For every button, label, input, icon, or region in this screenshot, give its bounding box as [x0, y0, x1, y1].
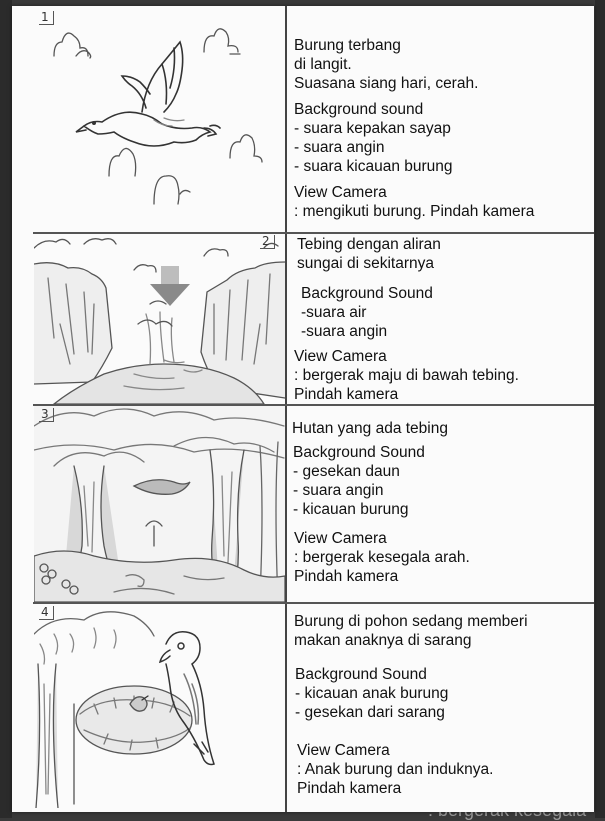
scene-4-camera-cut: Pindah kamera: [297, 780, 402, 797]
scene-1-camera-heading: View Camera: [294, 184, 387, 201]
scene-2-sound-item-1: -suara air: [301, 304, 367, 321]
scene-2-number: 2: [260, 235, 275, 249]
scene-3-camera-cut: Pindah kamera: [294, 568, 399, 585]
scene-1-sound-item-2: - suara angin: [294, 139, 385, 156]
scene-3-description-line-1: Hutan yang ada tebing: [292, 420, 448, 437]
backdrop-right: [595, 0, 605, 818]
scene-3-camera-detail: : bergerak kesegala arah.: [294, 549, 470, 566]
scene-1-description-line-3: Suasana siang hari, cerah.: [294, 75, 479, 92]
scene-4-description-line-1: Burung di pohon sedang memberi: [294, 613, 528, 630]
scene-4-camera-heading: View Camera: [297, 742, 390, 759]
scene-2-description-line-2: sungai di sekitarnya: [297, 255, 434, 272]
scene-1-sound-heading: Background sound: [294, 101, 424, 118]
scene-1-number: 1: [39, 11, 54, 25]
scene-3-camera-heading: View Camera: [294, 530, 387, 547]
scene-1-description-line-2: di langit.: [294, 56, 352, 73]
scene-2-camera-cut: Pindah kamera: [294, 386, 399, 403]
scene-1-camera-detail: : mengikuti burung. Pindah kamera: [294, 203, 535, 220]
scene-4-sketch: [34, 604, 285, 808]
scene-2-sketch: [34, 234, 285, 404]
scene-3-sketch: [34, 406, 285, 602]
scene-3-number: 3: [39, 408, 54, 422]
scene-4-sound-heading: Background Sound: [295, 666, 427, 683]
scene-4-sound-item-2: - gesekan dari sarang: [295, 704, 445, 721]
scene-4-camera-detail: : Anak burung dan induknya.: [297, 761, 494, 778]
scene-4-description-line-2: makan anaknya di sarang: [294, 632, 472, 649]
storyboard-sheet: [12, 6, 594, 812]
scene-3-sound-item-3: - kicauan burung: [293, 501, 409, 518]
scene-2-camera-heading: View Camera: [294, 348, 387, 365]
scene-2-description-line-1: Tebing dengan aliran: [297, 236, 441, 253]
scene-2-camera-detail: : bergerak maju di bawah tebing.: [294, 367, 519, 384]
scene-3-sound-heading: Background Sound: [293, 444, 425, 461]
scene-1-description-line-1: Burung terbang: [294, 37, 401, 54]
backdrop-left: [0, 0, 12, 818]
scene-1-sound-item-1: - suara kepakan sayap: [294, 120, 451, 137]
scene-2-sound-item-2: -suara angin: [301, 323, 388, 340]
scene-4-sound-item-1: - kicauan anak burung: [295, 685, 449, 702]
scene-4-number: 4: [39, 606, 54, 620]
scene-1-sketch: [34, 8, 285, 232]
scene-3-sound-item-1: - gesekan daun: [293, 463, 400, 480]
scene-3-sound-item-2: - suara angin: [293, 482, 384, 499]
scene-1-sound-item-3: - suara kicauan burung: [294, 158, 453, 175]
scene-2-sound-heading: Background Sound: [301, 285, 433, 302]
column-divider: [285, 6, 287, 812]
